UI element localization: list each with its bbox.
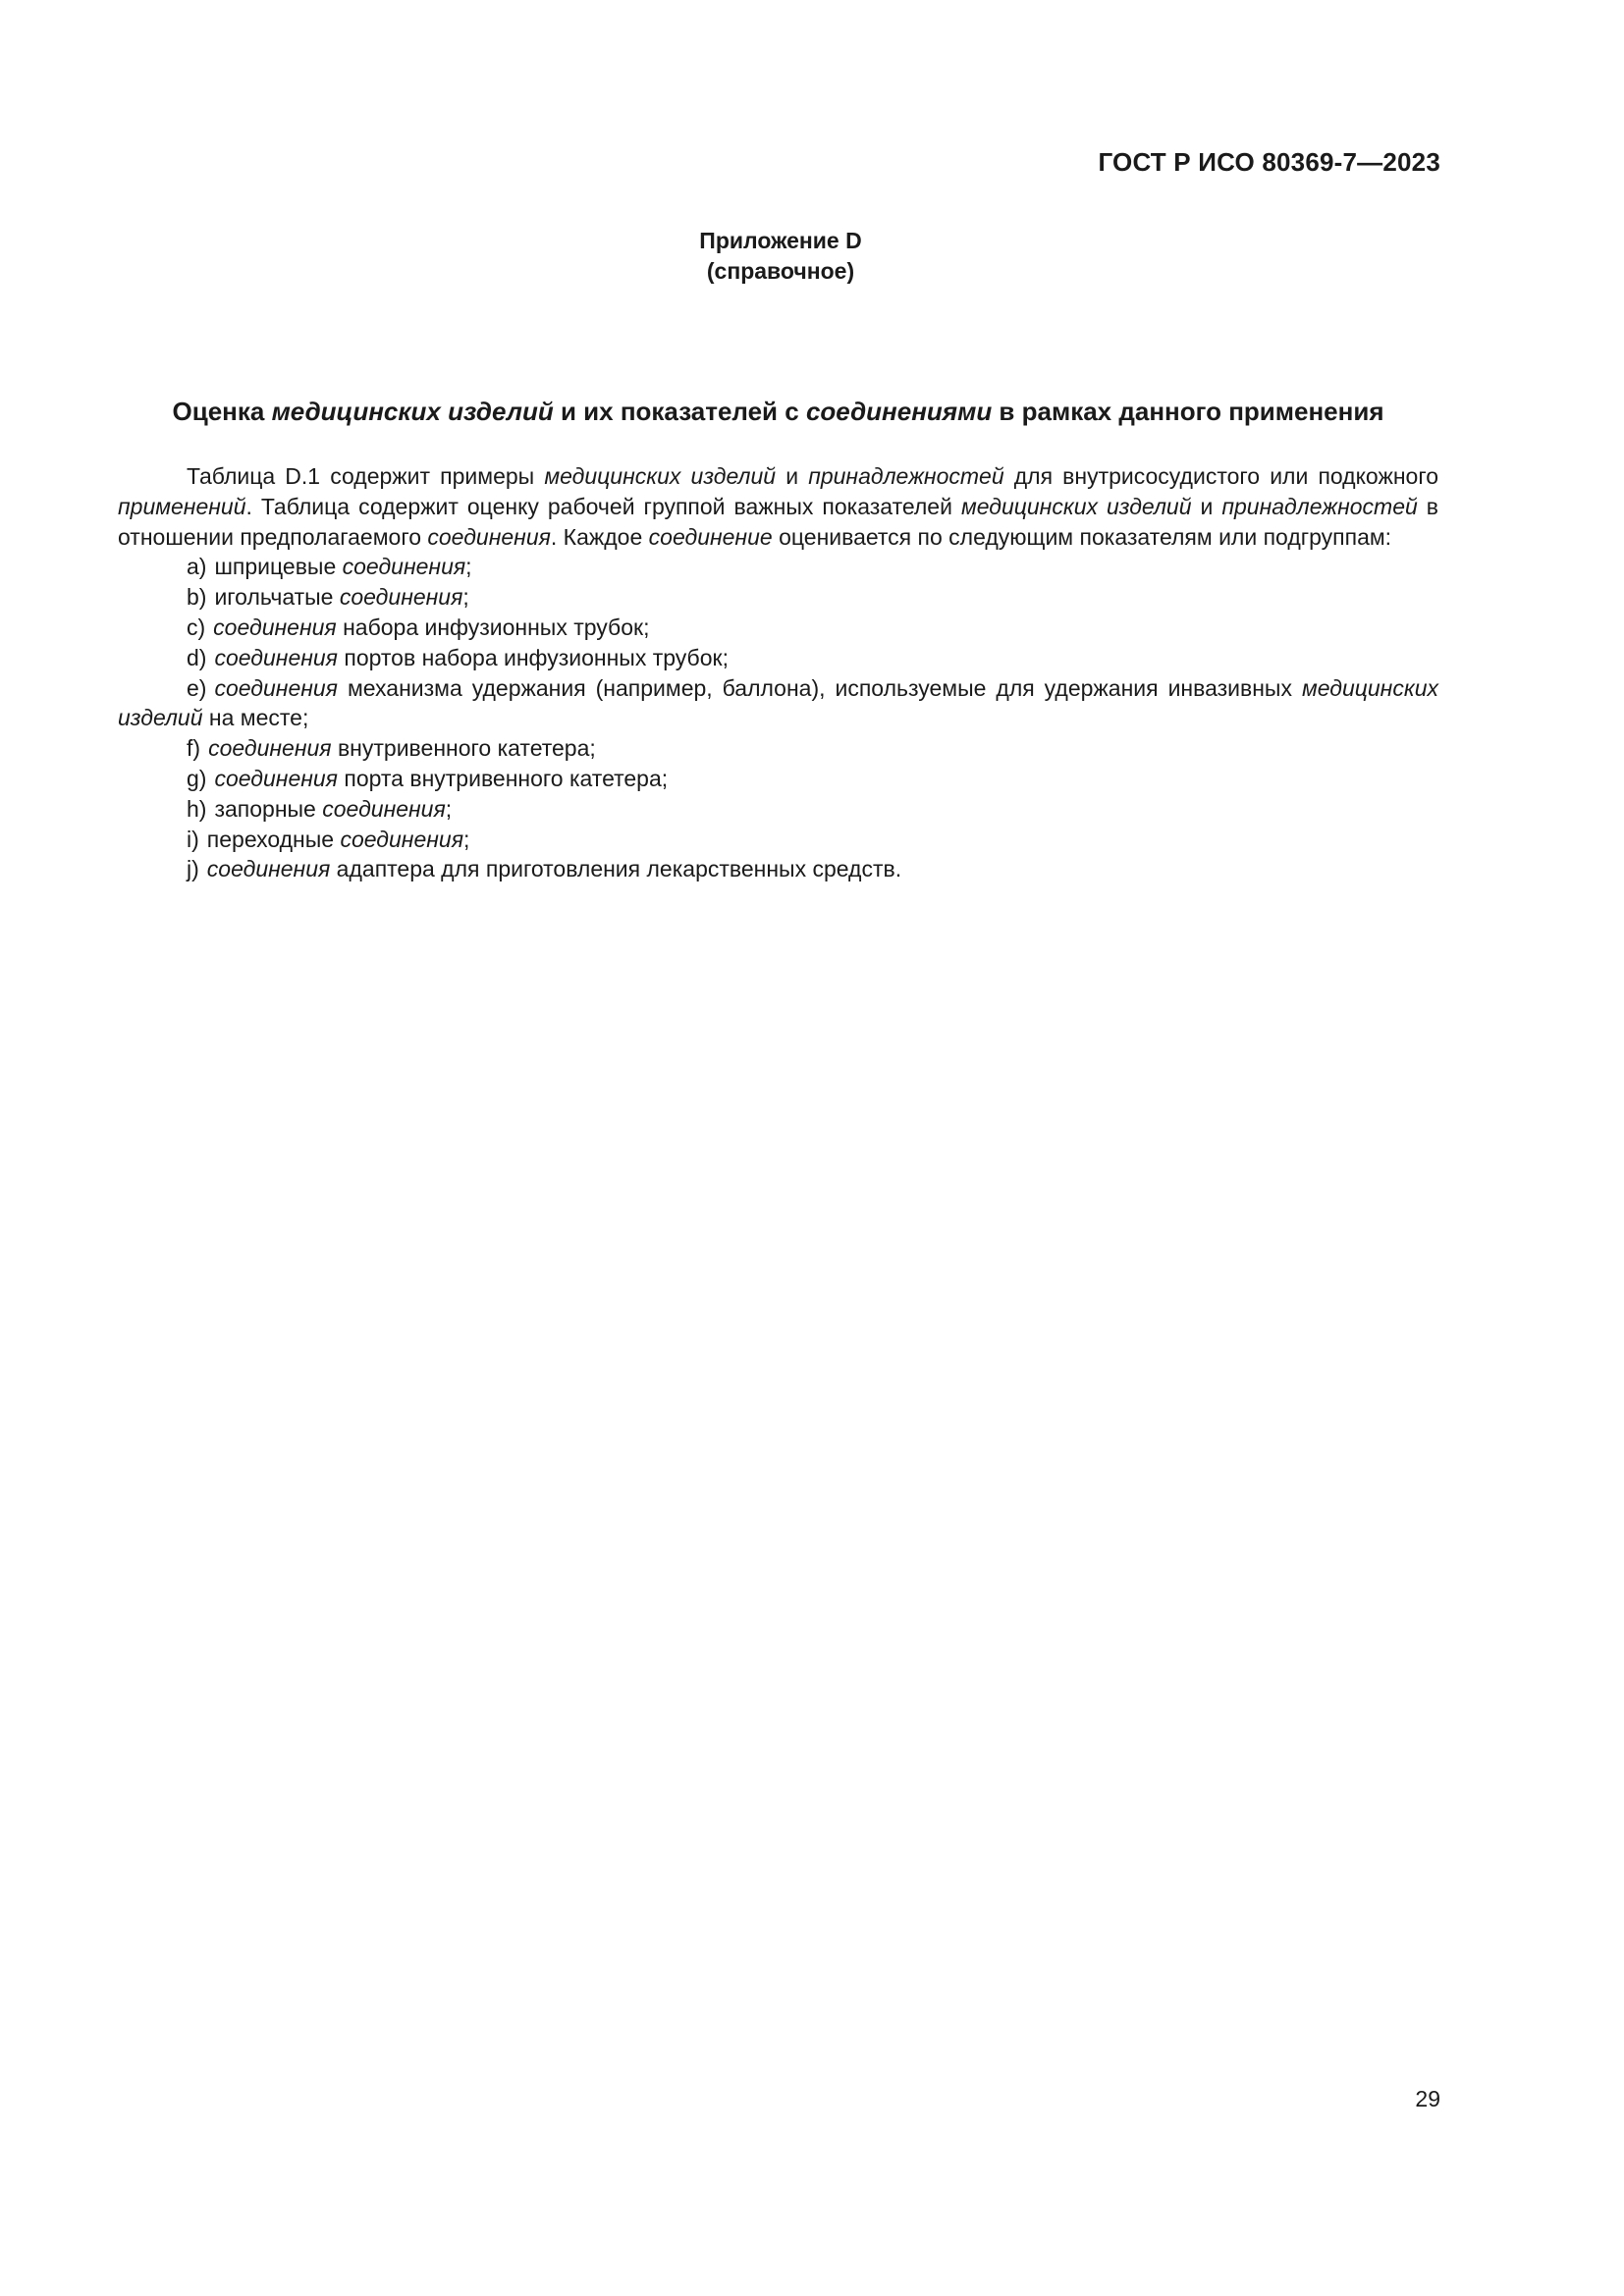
text-run: оценивается по следующим показателям или подгруппам: [772,523,1392,550]
list-letter: b) [187,584,207,611]
document-body [118,461,1438,884]
list-item-d [118,643,1438,673]
page-number: 29 [1415,2086,1440,2111]
text-run: порта внутривенного катетера; [337,765,669,791]
text-run: Таблица D.1 содержит примеры [187,463,545,489]
list-letter: j) [187,856,199,882]
text-run: внутривенного катетера; [331,735,596,762]
term-run: соединения [214,644,338,670]
list-item-b [118,582,1438,613]
intro-paragraph [118,461,1438,552]
text-run: . Каждое [550,523,649,550]
text-run: для внутрисосудистого или подкожного [1003,463,1439,489]
list-item-f [118,733,1438,764]
list-letter: i) [187,826,199,852]
term-run: принадлежностей [808,463,1004,489]
term-run: соединения [213,614,337,640]
appendix-title: Приложение D [699,228,862,253]
list-item-h [118,794,1438,825]
list-item-i [118,825,1438,855]
section-title-term: медицинских изделий [271,397,554,426]
section-title-term: соединениями [805,397,993,426]
text-run: ; [465,554,472,580]
term-run: соединения [214,765,338,791]
term-run: соединения [322,795,446,822]
text-run: игольчатые [214,584,340,611]
list-item-e [118,673,1438,734]
list-letter: a) [187,554,207,580]
text-run: запорные [214,795,323,822]
list-item-a [118,552,1438,582]
term-run: соединение [648,523,773,550]
term-run: соединения [208,735,332,762]
appendix-subtitle: (справочное) [706,258,855,284]
term-run: медицинских изделий [960,493,1192,519]
list-item-j [118,854,1438,884]
text-run: в отношении предполагаемого [118,493,1438,550]
term-run: медицинских изделий [118,674,1438,731]
term-run: соединения [206,856,331,882]
term-run: принадлежностей [1221,493,1418,519]
text-run: механизма удержания (например, баллона), используемые для удержания инвазивных [337,674,1302,701]
term-run: соединения [340,826,463,852]
term-run: соединения [342,554,466,580]
text-run: ; [462,584,469,611]
term-run: соединения [427,523,551,550]
text-run: переходные [206,826,341,852]
text-run: и [776,463,809,489]
term-run: медицинских изделий [544,463,777,489]
section-title-part: Оценка [172,397,272,426]
appendix-heading [0,226,1561,287]
list-letter: g) [187,765,207,791]
text-run: и [1191,493,1222,519]
term-run: соединения [214,674,338,701]
text-run: шприцевые [214,554,343,580]
text-run: ; [445,795,453,822]
section-title-part: и их показателей с [553,397,806,426]
list-letter: h) [187,795,207,822]
section-title [118,395,1438,428]
text-run: портов набора инфузионных трубок; [337,644,729,670]
section-title-part: в рамках данного применения [992,397,1384,426]
list-item-c [118,613,1438,643]
term-run: применений [118,493,246,519]
list-letter: c) [187,614,206,640]
text-run: адаптера для приготовления лекарственных средств. [330,856,902,882]
text-run: ; [462,826,470,852]
term-run: соединения [339,584,463,611]
standard-code-header: ГОСТ Р ИСО 80369-7—2023 [1098,147,1440,177]
text-run: на месте; [202,705,309,731]
list-letter: d) [187,644,207,670]
list-letter: f) [187,735,201,762]
connection-subgroup-list [118,552,1438,884]
text-run: . Таблица содержит оценку рабочей группой важных показателей [245,493,961,519]
text-run: набора инфузионных трубок; [336,614,650,640]
list-letter: e) [187,674,207,701]
list-item-g [118,764,1438,794]
